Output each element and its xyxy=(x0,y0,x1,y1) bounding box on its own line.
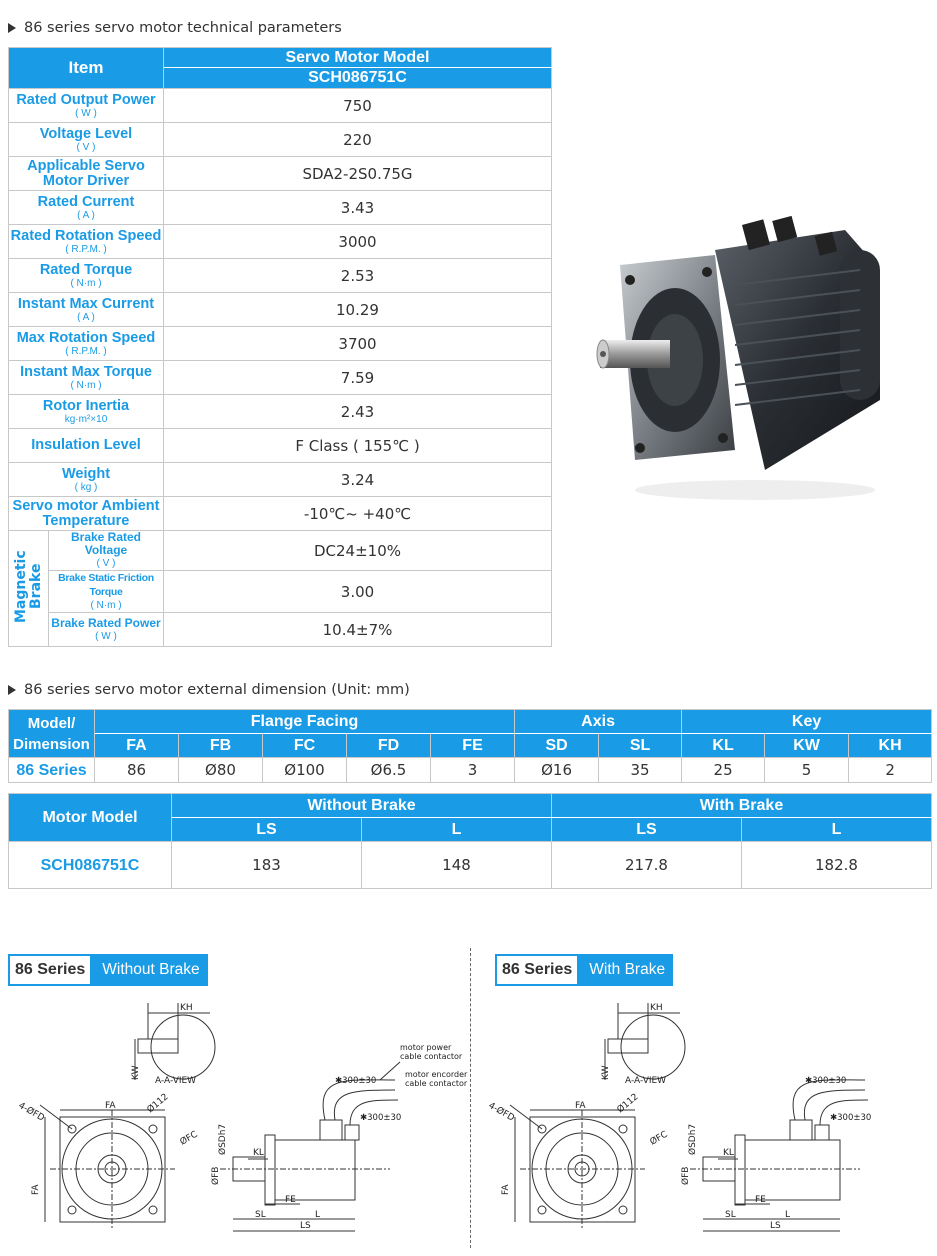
dim-col-header: KH xyxy=(849,734,932,758)
param-value: 7.59 xyxy=(164,361,552,395)
dimension-table xyxy=(8,709,932,783)
label-fa-vert: FA xyxy=(501,1184,511,1195)
label-cable1: ✱300±30 xyxy=(335,1076,377,1086)
bolt-hole xyxy=(149,1125,157,1133)
param-label-text: Applicable Servo Motor Driver xyxy=(27,157,145,189)
dim-value: Ø16 xyxy=(515,758,599,783)
group-axis: Axis xyxy=(515,710,682,734)
banner-series: 86 Series xyxy=(495,954,579,986)
with-brake-header: With Brake xyxy=(552,794,932,818)
label-cable2: ✱300±30 xyxy=(830,1113,872,1123)
param-label-text: Instant Max Current xyxy=(17,295,155,312)
dim-col-header: FD xyxy=(347,734,431,758)
brake-value: DC24±10% xyxy=(164,531,552,571)
dim-value: 25 xyxy=(682,758,765,783)
label-fc: ØFC xyxy=(648,1129,670,1148)
param-unit: ( W ) xyxy=(75,107,97,119)
aa-view-key xyxy=(608,1039,648,1053)
label-aa-view: A-A-VIEW xyxy=(625,1076,667,1086)
brake-label xyxy=(49,531,164,571)
param-unit: ( R.P.M. ) xyxy=(65,345,107,357)
param-unit: ( kg ) xyxy=(74,481,98,493)
label-encoder: motor encorder xyxy=(405,1070,468,1079)
label-fa: FA xyxy=(575,1101,586,1111)
param-value: 2.43 xyxy=(164,395,552,429)
label-cable2: ✱300±30 xyxy=(360,1113,402,1123)
label-fd: 4-ØFD xyxy=(16,1100,46,1124)
label-fc: ØFC xyxy=(178,1129,200,1148)
param-value: 3000 xyxy=(164,225,552,259)
label-ls: LS xyxy=(770,1221,781,1231)
aa-view-key xyxy=(138,1039,178,1053)
param-label xyxy=(9,497,164,531)
param-label xyxy=(9,293,164,327)
group-key: Key xyxy=(682,710,932,734)
param-unit: ( N·m ) xyxy=(70,277,102,289)
param-label-text: Servo motor Ambient Temperature xyxy=(12,497,160,529)
brake-unit: ( W ) xyxy=(95,630,117,642)
label-power: motor power xyxy=(400,1043,452,1052)
brake-value: 10.4±7% xyxy=(164,613,552,647)
dim-value: 5 xyxy=(765,758,849,783)
label-kl: KL xyxy=(723,1148,734,1158)
param-value: 3.43 xyxy=(164,191,552,225)
dim-col-header: KW xyxy=(765,734,849,758)
dim-col-header: FB xyxy=(179,734,263,758)
motor-flange xyxy=(735,1135,745,1205)
dim-col-header: FE xyxy=(431,734,515,758)
section-title-dimensions xyxy=(8,682,410,698)
param-unit: ( A ) xyxy=(77,209,95,221)
label-fa: FA xyxy=(105,1101,116,1111)
param-value: 3700 xyxy=(164,327,552,361)
brake-label-text: Brake Rated Power xyxy=(51,615,161,630)
param-value: 2.53 xyxy=(164,259,552,293)
triangle-bullet-icon xyxy=(8,23,16,33)
param-label-text: Rated Rotation Speed xyxy=(10,227,162,244)
param-unit: ( V ) xyxy=(76,141,96,153)
brake-label xyxy=(49,571,164,613)
label-encoder2: cable contactor xyxy=(405,1079,468,1088)
bolt-hole xyxy=(619,1206,627,1214)
banner-series: 86 Series xyxy=(8,954,92,986)
label-d112: Ø112 xyxy=(145,1092,171,1116)
length-model: SCH086751C xyxy=(9,842,172,889)
connector xyxy=(815,1125,829,1140)
bolt-hole xyxy=(619,1125,627,1133)
aa-view-circle xyxy=(151,1015,215,1079)
dim-value: 3 xyxy=(431,758,515,783)
label-sl: SL xyxy=(255,1210,266,1220)
label-cable1: ✱300±30 xyxy=(805,1076,847,1086)
banner-without-brake xyxy=(8,952,208,988)
param-value: 10.29 xyxy=(164,293,552,327)
param-label-text: Voltage Level xyxy=(39,125,133,142)
param-label-text: Weight xyxy=(61,465,111,482)
label-kl: KL xyxy=(253,1148,264,1158)
label-ls: LS xyxy=(300,1221,311,1231)
connector xyxy=(320,1120,342,1140)
brake-unit: ( N·m ) xyxy=(90,600,122,611)
param-label-text: Rated Output Power xyxy=(16,91,156,108)
param-label xyxy=(9,361,164,395)
brake-label xyxy=(49,613,164,647)
param-label-text: Rated Torque xyxy=(39,261,133,278)
banner-with-brake xyxy=(495,952,673,988)
param-label xyxy=(9,89,164,123)
dimension-drawing-without-brake xyxy=(0,995,470,1250)
param-label xyxy=(9,191,164,225)
label-fb: ØFB xyxy=(681,1166,691,1185)
brake-value: 3.00 xyxy=(164,571,552,613)
ls-without: 183 xyxy=(172,842,362,889)
dim-value: Ø80 xyxy=(179,758,263,783)
param-label-text: Rotor Inertia xyxy=(42,397,130,414)
length-table xyxy=(8,793,932,889)
bolt-hole xyxy=(68,1206,76,1214)
param-label xyxy=(9,327,164,361)
dim-col-header: FA xyxy=(95,734,179,758)
param-label xyxy=(9,259,164,293)
dim-value: 35 xyxy=(599,758,682,783)
label-fd: 4-ØFD xyxy=(486,1100,516,1124)
param-unit: ( R.P.M. ) xyxy=(65,243,107,255)
param-label xyxy=(9,225,164,259)
param-label-text: Insulation Level xyxy=(31,437,141,453)
series-label: 86 Series xyxy=(9,758,95,783)
aa-view-circle xyxy=(621,1015,685,1079)
bolt-hole xyxy=(538,1206,546,1214)
param-value: -10℃~ +40℃ xyxy=(164,497,552,531)
param-label xyxy=(9,463,164,497)
brake-label-text: Brake Static Friction Torque xyxy=(58,572,154,598)
dim-col-header: SD xyxy=(515,734,599,758)
item-header: Item xyxy=(9,48,164,89)
param-value: 3.24 xyxy=(164,463,552,497)
label-fa-vert: FA xyxy=(31,1184,41,1195)
label-l: L xyxy=(315,1210,321,1220)
model-name-header: SCH086751C xyxy=(164,68,552,89)
connector xyxy=(790,1120,812,1140)
dim-col-header: FC xyxy=(263,734,347,758)
section-title-parameters xyxy=(8,20,342,36)
param-value: F Class ( 155℃ ) xyxy=(164,429,552,463)
brake-label-text: Brake Rated Voltage xyxy=(70,530,142,557)
dim-value: Ø100 xyxy=(263,758,347,783)
label-fe: FE xyxy=(755,1195,766,1205)
param-label xyxy=(9,429,164,463)
param-label xyxy=(9,157,164,191)
col-ls-2: LS xyxy=(552,818,742,842)
dimension-drawing-with-brake xyxy=(485,995,935,1250)
model-header: Servo Motor Model xyxy=(164,48,552,68)
label-kw: KW xyxy=(601,1065,611,1080)
dim-value: 86 xyxy=(95,758,179,783)
param-unit: ( N·m ) xyxy=(70,379,102,391)
bolt-hole xyxy=(149,1206,157,1214)
brake-group-text: Magnetic Brake xyxy=(12,550,44,623)
param-label xyxy=(9,395,164,429)
without-brake-header: Without Brake xyxy=(172,794,552,818)
motor-body xyxy=(745,1140,840,1200)
group-flange: Flange Facing xyxy=(95,710,515,734)
label-kw: KW xyxy=(131,1065,141,1080)
label-d112: Ø112 xyxy=(615,1092,641,1116)
label-power2: cable contactor xyxy=(400,1052,463,1061)
param-label-text: Instant Max Torque xyxy=(20,363,152,380)
param-value: 750 xyxy=(164,89,552,123)
col-l-2: L xyxy=(742,818,932,842)
l-with: 182.8 xyxy=(742,842,932,889)
label-kh: KH xyxy=(180,1003,193,1013)
label-fe: FE xyxy=(285,1195,296,1205)
param-value: SDA2-2S0.75G xyxy=(164,157,552,191)
label-kh: KH xyxy=(650,1003,663,1013)
param-unit: ( A ) xyxy=(77,311,95,323)
section-title-text: 86 series servo motor external dimension (Unit: mm) xyxy=(24,682,410,698)
param-label-text: Max Rotation Speed xyxy=(16,329,156,346)
label-aa-view: A-A-VIEW xyxy=(155,1076,197,1086)
parameters-table xyxy=(8,47,552,647)
banner-kind: Without Brake xyxy=(80,954,207,986)
label-fb: ØFB xyxy=(211,1166,221,1185)
param-label xyxy=(9,123,164,157)
brake-unit: ( V ) xyxy=(96,558,116,569)
motor-model-header: Motor Model xyxy=(9,794,172,842)
param-unit: kg·m²×10 xyxy=(64,413,108,425)
brake-group-label xyxy=(9,531,49,647)
col-l-1: L xyxy=(362,818,552,842)
label-l: L xyxy=(785,1210,791,1220)
connector xyxy=(345,1125,359,1140)
model-dimension-header: Model/ Dimension xyxy=(9,710,95,758)
servo-motor-photo xyxy=(595,210,895,510)
leader-line xyxy=(380,1062,400,1080)
dim-value: 2 xyxy=(849,758,932,783)
l-without: 148 xyxy=(362,842,552,889)
motor-flange xyxy=(265,1135,275,1205)
label-sdh7: ØSDh7 xyxy=(218,1123,228,1155)
ls-with: 217.8 xyxy=(552,842,742,889)
dim-value: Ø6.5 xyxy=(347,758,431,783)
banner-kind: With Brake xyxy=(567,954,673,986)
param-value: 220 xyxy=(164,123,552,157)
col-ls-1: LS xyxy=(172,818,362,842)
divider-line xyxy=(470,948,471,1248)
dim-col-header: KL xyxy=(682,734,765,758)
section-title-text: 86 series servo motor technical parameters xyxy=(24,20,342,36)
label-sl: SL xyxy=(725,1210,736,1220)
triangle-bullet-icon xyxy=(8,685,16,695)
dim-col-header: SL xyxy=(599,734,682,758)
param-label-text: Rated Current xyxy=(37,193,135,210)
motor-body xyxy=(275,1140,355,1200)
label-sdh7: ØSDh7 xyxy=(688,1123,698,1155)
